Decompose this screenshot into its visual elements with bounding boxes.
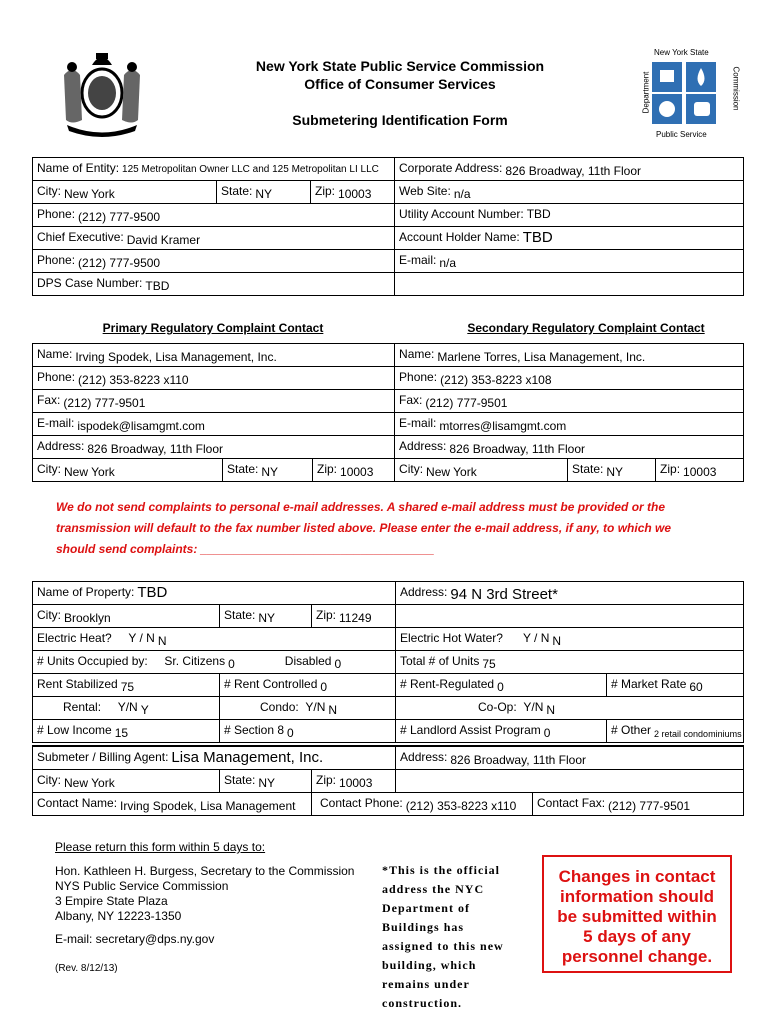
logo-bottom-text: Public Service (656, 130, 707, 139)
executive-phone-field[interactable]: Phone: (212) 777-9500 (33, 250, 395, 273)
secondary-fax-field[interactable]: Fax: (212) 777-9501 (395, 390, 744, 413)
rent-stabilized-field[interactable]: Rent Stabilized 75 (33, 674, 220, 697)
primary-zip-field[interactable]: Zip: 10003 (313, 459, 395, 482)
market-rate-field[interactable]: # Market Rate 60 (607, 674, 744, 697)
utility-account-field[interactable]: Utility Account Number: TBD (395, 204, 744, 227)
property-city-field[interactable]: City: Brooklyn (33, 605, 220, 628)
property-state-field[interactable]: State: NY (220, 605, 312, 628)
units-occupied-field[interactable]: # Units Occupied by: Sr. Citizens 0 Disabled 0 (33, 651, 396, 674)
electric-hot-water-field[interactable]: Electric Hot Water? Y / N N (396, 628, 744, 651)
ny-state-seal (52, 45, 152, 140)
secondary-name-field[interactable]: Name: Marlene Torres, Lisa Management, Inc. (395, 344, 744, 367)
entity-table (32, 157, 744, 296)
city-address: Albany, NY 12223-1350 (55, 909, 182, 923)
primary-contact-title: Primary Regulatory Complaint Contact (102, 321, 324, 335)
revision-date: (Rev. 8/12/13) (55, 963, 118, 974)
secondary-phone-field[interactable]: Phone: (212) 353-8223 x108 (395, 367, 744, 390)
entity-email-field[interactable]: E-mail: n/a (395, 250, 744, 273)
other-field[interactable]: # Other $_{2 retail condominiums}$ (607, 720, 744, 743)
property-zip-field[interactable]: Zip: 11249 (312, 605, 396, 628)
header-line1: New York State Public Service Commission (255, 58, 545, 74)
blank-cell (396, 770, 744, 793)
primary-email-field[interactable]: E-mail: ispodek@lisamgmt.com (33, 413, 395, 436)
coop-field[interactable]: Co-Op: Y/N N (396, 697, 744, 720)
secondary-email-field[interactable]: E-mail: mtorres@lisamgmt.com (395, 413, 744, 436)
header-line2: Office of Consumer Services (304, 76, 496, 92)
secretary-name: Hon. Kathleen H. Burgess, Secretary to the Commission (55, 864, 355, 878)
secretary-email: E-mail: secretary@dps.ny.gov (55, 932, 215, 946)
entity-zip-field[interactable]: Zip: 10003 (311, 181, 395, 204)
return-instruction: Please return this form within 5 days to: (55, 840, 266, 854)
rent-regulated-field[interactable]: # Rent-Regulated 0 (396, 674, 607, 697)
contacts-table (32, 343, 744, 482)
entity-city-field[interactable]: City: New York (33, 181, 217, 204)
blank-cell (395, 273, 744, 296)
property-table (32, 581, 744, 743)
secondary-state-field[interactable]: State: NY (568, 459, 656, 482)
landlord-assist-field[interactable]: # Landlord Assist Program 0 (396, 720, 607, 743)
chief-executive-field[interactable]: Chief Executive: David Kramer (33, 227, 395, 250)
agent-state-field[interactable]: State: NY (220, 770, 312, 793)
entity-name-field[interactable]: Name of Entity: 125 Metropolitan Owner LLC and 125 Metropolitan LI LLC (33, 158, 395, 181)
primary-city-field[interactable]: City: New York (33, 459, 223, 482)
complaint-email-blank[interactable]: should send complaints: ___________________________________ (56, 542, 435, 556)
entity-phone-field[interactable]: Phone: (212) 777-9500 (33, 204, 395, 227)
official-address-note: *This is the official address the NYC Department of Buildings has assigned to this new building, which remains under construction. (382, 863, 504, 1010)
total-units-field[interactable]: Total # of Units 75 (396, 651, 744, 674)
contact-fax-field[interactable]: Contact Fax: (212) 777-9501 (533, 793, 744, 816)
rental-field[interactable]: Rental: Y/N Y (33, 697, 220, 720)
contact-name-field[interactable]: Contact Name: Irving Spodek, Lisa Management (33, 793, 312, 816)
property-name-field[interactable]: Name of Property: TBD (33, 582, 396, 605)
contact-phone-field[interactable]: Contact Phone: (212) 353-8223 x110 (312, 793, 533, 816)
primary-fax-field[interactable]: Fax: (212) 777-9501 (33, 390, 395, 413)
secondary-zip-field[interactable]: Zip: 10003 (656, 459, 744, 482)
form-title: Submetering Identification Form (292, 112, 508, 128)
primary-phone-field[interactable]: Phone: (212) 353-8223 x110 (33, 367, 395, 390)
rent-controlled-field[interactable]: # Rent Controlled 0 (220, 674, 396, 697)
street-address: 3 Empire State Plaza (55, 894, 168, 908)
property-address-field[interactable]: Address: 94 N 3rd Street* (396, 582, 744, 605)
secondary-city-field[interactable]: City: New York (395, 459, 568, 482)
agent-address-field[interactable]: Address: 826 Broadway, 11th Floor (396, 746, 744, 770)
low-income-field[interactable]: # Low Income 15 (33, 720, 220, 743)
change-notice-box: Changes in contact information should be submitted within 5 days of any personnel change. (542, 855, 732, 973)
account-holder-field[interactable]: Account Holder Name: TBD (395, 227, 744, 250)
primary-state-field[interactable]: State: NY (223, 459, 313, 482)
agent-table (32, 745, 744, 816)
primary-address-field[interactable]: Address: 826 Broadway, 11th Floor (33, 436, 395, 459)
blank-cell (396, 605, 744, 628)
dps-case-field[interactable]: DPS Case Number: TBD (33, 273, 395, 296)
logo-top-text: New York State (654, 48, 709, 57)
warning-line2: transmission will default to the fax number listed above. Please enter the e-mail address, if any, to which we (56, 521, 672, 535)
warning-line1: We do not send complaints to personal e-mail addresses. A shared e-mail address must be provided or the (56, 500, 666, 514)
corporate-address-field[interactable]: Corporate Address: 826 Broadway, 11th Floor (395, 158, 744, 181)
electric-heat-field[interactable]: Electric Heat? Y / N N (33, 628, 396, 651)
secondary-contact-title: Secondary Regulatory Complaint Contact (467, 321, 705, 335)
condo-field[interactable]: Condo: Y/N N (220, 697, 396, 720)
website-field[interactable]: Web Site: n/a (395, 181, 744, 204)
secondary-address-field[interactable]: Address: 826 Broadway, 11th Floor (395, 436, 744, 459)
nys-dps-logo (640, 48, 744, 143)
entity-state-field[interactable]: State: NY (217, 181, 311, 204)
logo-left-text: Department (641, 71, 651, 114)
commission-name: NYS Public Service Commission (55, 879, 229, 893)
agent-zip-field[interactable]: Zip: 10003 (312, 770, 396, 793)
section-8-field[interactable]: # Section 8 0 (220, 720, 396, 743)
logo-right-text: Commission (731, 66, 741, 111)
primary-name-field[interactable]: Name: Irving Spodek, Lisa Management, Inc. (33, 344, 395, 367)
billing-agent-field[interactable]: Submeter / Billing Agent: Lisa Management, Inc. (33, 746, 396, 770)
agent-city-field[interactable]: City: New York (33, 770, 220, 793)
